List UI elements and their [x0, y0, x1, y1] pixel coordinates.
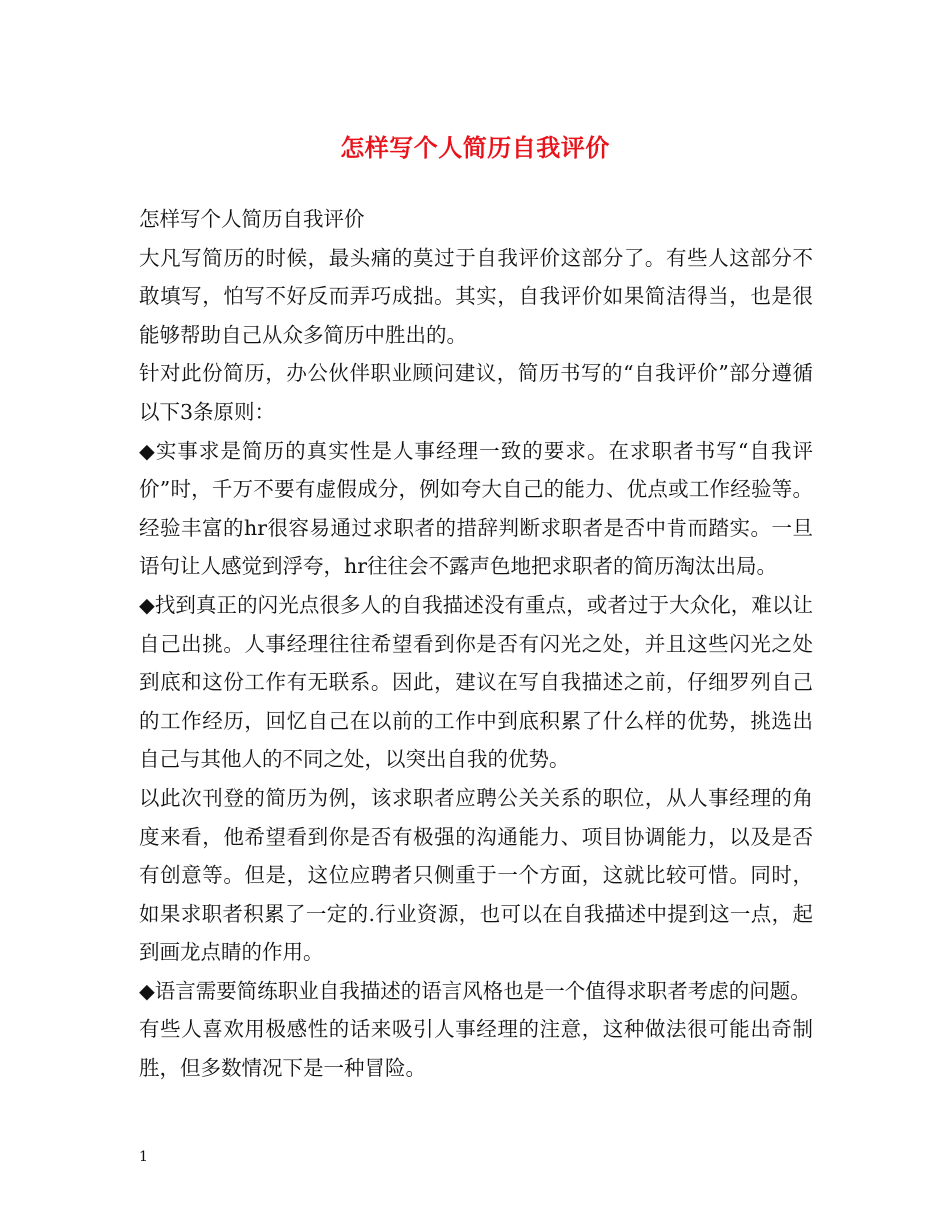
document-title: 怎样写个人简历自我评价: [340, 133, 610, 162]
document-body: [139, 200, 813, 1088]
paragraph-principle-highlight: ◆找到真正的闪光点很多人的自我描述没有重点，或者过于大众化，难以让自己出挑。人事经理往往希望看到你是否有闪光之处，并且这些闪光之处到底和这份工作有无联系。因此，建议在写自我描述之前，仔细罗列自己的工作经历，回忆自己在以前的工作中到底积累了什么样的优势，挑选出自己与其他人的不同之处，以突出自我的优势。: [139, 592, 813, 772]
paragraph-principles: 针对此份简历，办公伙伴职业顾问建议，简历书写的“自我评价”部分遵循以下3条原则：: [139, 361, 813, 424]
paragraph-subtitle: 怎样写个人简历自我评价: [139, 207, 365, 231]
page-number: 1: [139, 1149, 148, 1165]
paragraph-example: 以此次刊登的简历为例，该求职者应聘公关关系的职位，从人事经理的角度来看，他希望看到你是否有极强的沟通能力、项目协调能力，以及是否有创意等。但是，这位应聘者只侧重于一个方面，这就比较可惜。同时，如果求职者积累了一定的.行业资源，也可以在自我描述中提到这一点，起到画龙点睛的作用。: [139, 785, 813, 965]
paragraph-intro: 大凡写简历的时候，最头痛的莫过于自我评价这部分了。有些人这部分不敢填写，怕写不好反而弄巧成拙。其实，自我评价如果简洁得当，也是很能够帮助自己从众多简历中胜出的。: [139, 245, 813, 347]
paragraph-principle-truth: ◆实事求是简历的真实性是人事经理一致的要求。在求职者书写“自我评价”时，千万不要有虚假成分，例如夸大自己的能力、优点或工作经验等。经验丰富的hr很容易通过求职者的措辞判断求职者是否中肯而踏实。一旦语句让人感觉到浮夸，hr往往会不露声色地把求职者的简历淘汰出局。: [139, 438, 813, 579]
paragraph-conclusion: 有些人喜欢用极感性的话来吸引人事经理的注意，这种做法很可能出奇制胜，但多数情况下是一种冒险。: [139, 1017, 813, 1081]
paragraph-principle-language: ◆语言需要简练职业自我描述的语言风格也是一个值得求职者考虑的问题。: [139, 978, 811, 1003]
